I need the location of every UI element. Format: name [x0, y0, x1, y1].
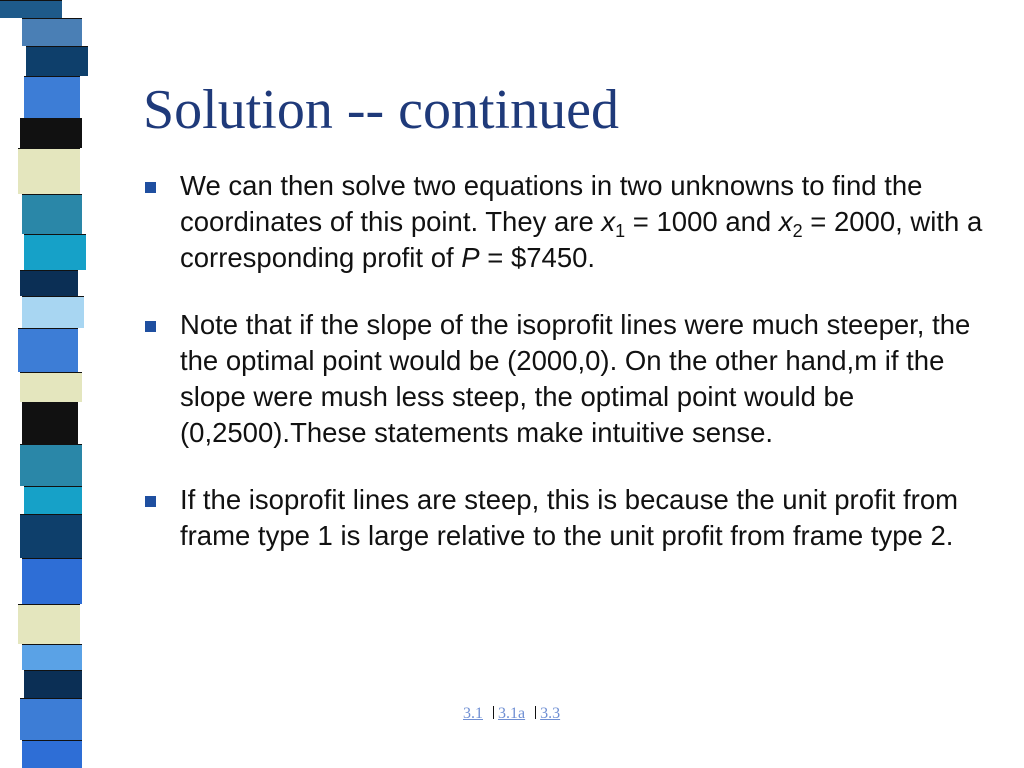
bullet-text [180, 309, 970, 448]
stripe-band [20, 372, 82, 402]
stripe-band [18, 148, 80, 194]
bullet-text [180, 170, 982, 273]
stripe-band [24, 670, 82, 698]
bullet-text [180, 484, 958, 551]
text-run: = $7450. [479, 242, 596, 273]
slide-title: Solution -- continued [143, 79, 619, 141]
nav-separator [535, 706, 536, 719]
subscript: 1 [615, 221, 626, 241]
stripe-band [24, 234, 86, 270]
nav-link-3-1[interactable]: 3.1 [463, 705, 483, 722]
stripe-band [22, 296, 84, 328]
stripe-band [24, 76, 80, 118]
stripe-band [20, 698, 82, 740]
bullet-item [143, 307, 1003, 451]
slide-navigation [463, 705, 560, 723]
nav-link-3-1a[interactable]: 3.1a [498, 705, 526, 722]
italic-variable: P [461, 242, 480, 273]
stripe-band [20, 118, 82, 148]
decorative-stripe [0, 0, 118, 768]
stripe-band [18, 328, 78, 372]
subscript: 2 [792, 221, 803, 241]
italic-variable: x [601, 206, 616, 237]
stripe-band [0, 0, 62, 18]
stripe-band [20, 514, 82, 558]
stripe-band [22, 18, 82, 46]
stripe-band [22, 558, 82, 604]
stripe-band [26, 46, 88, 76]
stripe-band [22, 402, 78, 444]
text-run: = 1000 and [625, 206, 779, 237]
square-bullet-icon [145, 182, 156, 193]
stripe-band [20, 444, 82, 486]
bullet-item [143, 482, 1003, 554]
stripe-band [18, 604, 80, 644]
stripe-band [22, 194, 82, 234]
nav-link-3-3[interactable]: 3.3 [540, 705, 561, 722]
text-run: = 2000, with a corresponding profit of [180, 206, 983, 273]
stripe-band [20, 270, 78, 296]
stripe-band [22, 644, 82, 670]
nav-separator [493, 706, 494, 719]
italic-variable: x [778, 206, 793, 237]
bullet-item [143, 168, 1003, 276]
text-run: We can then solve two equations in two unknowns to find the coordinates of this point. They are [180, 170, 923, 237]
stripe-band [24, 486, 82, 514]
bullet-list [143, 168, 1003, 554]
square-bullet-icon [145, 321, 156, 332]
text-run: Note that if the slope of the isoprofit lines were much steeper, the the optimal point would be (2000,0). On the other hand,m if the slope were mush less steep, the optimal point would be (0,2500).These statements make intuitive sense. [180, 309, 971, 448]
square-bullet-icon [145, 496, 156, 507]
text-run: If the isoprofit lines are steep, this is because the unit profit from frame type 1 is large relative to the unit profit from frame type 2. [180, 484, 959, 551]
stripe-band [22, 740, 82, 768]
